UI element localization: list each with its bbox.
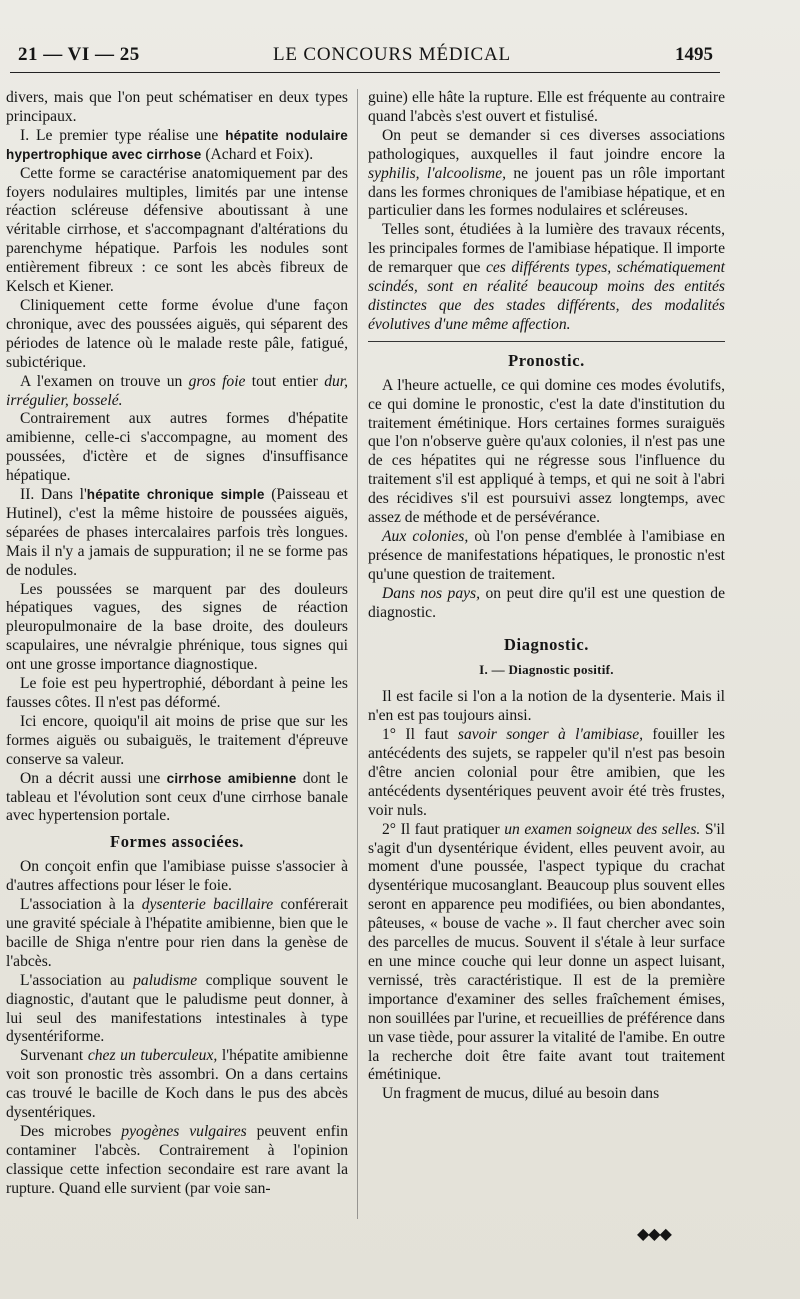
paragraph: On peut se demander si ces diverses associations pathologiques, auxquelles il faut joindre encore la syphilis, l'alcoolisme, ne jouent pas un rôle important dans les formes chroniques de l'amibiase hépatique, et en particulier dans les formes nodulaires et scléreuses. (368, 126, 725, 220)
paragraph: Aux colonies, où l'on pense d'emblée à l'amibiase en présence de manifestations hépatiques, le pronostic n'est qu'une question de traitement. (368, 527, 725, 583)
paragraph: divers, mais que l'on peut schématiser en deux types principaux. (6, 89, 348, 125)
term-hepatite-chronique: hépatite chronique simple (86, 487, 265, 503)
paragraph: A l'examen on trouve un gros foie tout entier dur, irrégulier, bosselé. (6, 372, 349, 409)
paragraph: I. Le premier type réalise une hépatite nodulaire hypertrophique avec cirrhose (Achard et Foix). (6, 126, 349, 163)
paragraph: guine) elle hâte la rupture. Elle est fréquente au contraire quand l'abcès s'est ouvert et fistulisé. (368, 89, 725, 125)
paragraph: Telles sont, étudiées à la lumière des travaux récents, les principales formes de l'amibiase hépatique. Il importe de remarquer que ces différents types, schématiquement scindés, sont en réalité beaucoup moins des entités distinctes que des stades différents, des modalités évolutives d'une même affection. (368, 221, 725, 333)
paragraph: Cette forme se caractérise anatomiquement par des foyers nodulaires multiples, limités par une intense réaction scléreuse défensive aboutissant à une véritable cirrhose, et s'accompagnant d'altérations du parenchyme hépatique. Parfois les nodules sont entièrement fibreux : ce sont les abcès fibreux de Kelsch et Kiener. (6, 164, 348, 296)
issue-date: 21 — VI — 25 (18, 44, 140, 65)
column-divider (357, 89, 358, 1219)
paragraph: Cliniquement cette forme évolue d'une façon chronique, avec des poussées aiguës, qui séparent des périodes de latence où le malade reste pâle, fatigué, subictérique. (6, 296, 348, 371)
section-heading-formes: Formes associées. (110, 832, 244, 852)
paragraph: Contrairement aux autres formes d'hépatite amibienne, celle-ci s'accompagne, au moment des poussées, d'ictère et de signes d'insuffisance hépatique. (6, 410, 348, 485)
section-rule (368, 341, 725, 342)
right-column (368, 89, 725, 1104)
section-heading-pronostic: Pronostic. (508, 350, 585, 370)
left-column (6, 89, 348, 1199)
header-rule (10, 72, 720, 73)
section-heading-diagnostic: Diagnostic. (504, 635, 589, 655)
paragraph: L'association au paludisme complique souvent le diagnostic, d'autant que le paludisme peut donner, à lui seul des manifestations intestinales à type dysentériforme. (6, 971, 348, 1046)
paragraph: Il est facile si l'on a la notion de la dysenterie. Mais il n'en est pas toujours ainsi. (368, 688, 725, 725)
paragraph: 1° Il faut savoir songer à l'amibiase, fouiller les antécédents des sujets, se rappeler qu'il n'est pas besoin d'être ancien colonial pour être amibien, que les antécédents dysentériques peuvent avoir été très frustes, voir nuls. (368, 726, 725, 819)
paragraph: Le foie est peu hypertrophié, débordant à peine les fausses côtes. Il n'est pas déformé. (6, 675, 348, 711)
end-ornament-icon: ◆◆◆ (637, 1224, 671, 1243)
paragraph: Les poussées se marquent par des douleurs hépatiques vagues, des signes de réaction pleuropulmonaire de la base droite, des douleurs scapulaires, une névralgie phrénique, tous signes qui ont une grosse importance diagnostique. (6, 580, 348, 674)
paragraph: L'association à la dysenterie bacillaire conférerait une gravité spéciale à l'hépatite amibienne, bien que le bacille de Shiga n'entre pour rien dans la genèse de l'abcès. (6, 896, 348, 970)
page-number: 1495 (675, 44, 713, 65)
paragraph: Des microbes pyogènes vulgaires peuvent enfin contaminer l'abcès. Contrairement à l'opinion classique cette infection secondaire est rare avant la rupture. Quand elle survient (par voie san- (6, 1122, 348, 1197)
paragraph: II. Dans l'hépatite chronique simple (Paisseau et Hutinel), c'est la même histoire de poussées aiguës, séparées de phases intercalaires parfois très longues. Mais il n'y a jamais de suppuration; il ne se forme pas de nodules. (6, 486, 349, 579)
subheading-diagnostic-positif: I. — Diagnostic positif. (479, 662, 614, 678)
paragraph: On conçoit enfin que l'amibiase puisse s'associer à d'autres affections pour léser le foie. (6, 858, 348, 895)
paragraph: Un fragment de mucus, dilué au besoin dans (382, 1085, 660, 1103)
running-head (18, 44, 713, 70)
paragraph: Ici encore, quoiqu'il ait moins de prise que sur les formes aiguës ou subaiguës, le traitement d'épreuve conserve sa valeur. (6, 712, 348, 768)
paragraph: A l'heure actuelle, ce qui domine ces modes évolutifs, ce qui domine le pronostic, c'est la date d'institution du traitement émétinique. Hors certaines formes suraiguës que l'on n'observe guère qu'aux colonies, il n'est pas une de ces hépatites qui ne régresse sous l'influence du traitement s'il est appliqué à temps, et qui ne soit à l'abri des récidives s'il est poursuivi assez longtemps, avec assez de méthode et de persévérance. (368, 376, 725, 527)
journal-title: LE CONCOURS MÉDICAL (273, 44, 511, 65)
paragraph: Survenant chez un tuberculeux, l'hépatite amibienne voit son pronostic très assombri. On a dans certains cas trouvé le bacille de Koch dans le pus des abcès dysentériques. (6, 1047, 348, 1122)
paragraph: On a décrit aussi une cirrhose amibienne dont le tableau et l'évolution sont ceux d'une cirrhose banale avec hypertension portale. (6, 769, 348, 825)
term-hepatite-nodulaire: hépatite nodulaire hypertrophique avec cirrhose (6, 127, 349, 162)
paragraph: 2° Il faut pratiquer un examen soigneux des selles. S'il s'agit d'un dysentérique évident, elles peuvent avoir, au moment d'une poussée, l'aspect typique du crachat dysentérique mucosanglant. Beaucoup plus souvent elles seront en apparence peu modifiées, ou bien abondantes, pâteuses, « bouse de vache ». Il faut chercher avec soin des parcelles de mucus. Souvent il s'étale à leur surface en une mince couche qui leur donne un aspect luisant, vernissé, très caractéristique. Il est de la première importance d'examiner des selles fraîchement émises, non souillées par l'urine, et recueillies de préférence dans un vase tiède, pour assurer la vitalité de l'amibe. En outre la recherche doit être faite avant tout traitement émétinique. (368, 820, 726, 1084)
paragraph: Dans nos pays, on peut dire qu'il est une question de diagnostic. (368, 584, 725, 621)
term-cirrhose-amibienne: cirrhose amibienne (166, 770, 297, 786)
